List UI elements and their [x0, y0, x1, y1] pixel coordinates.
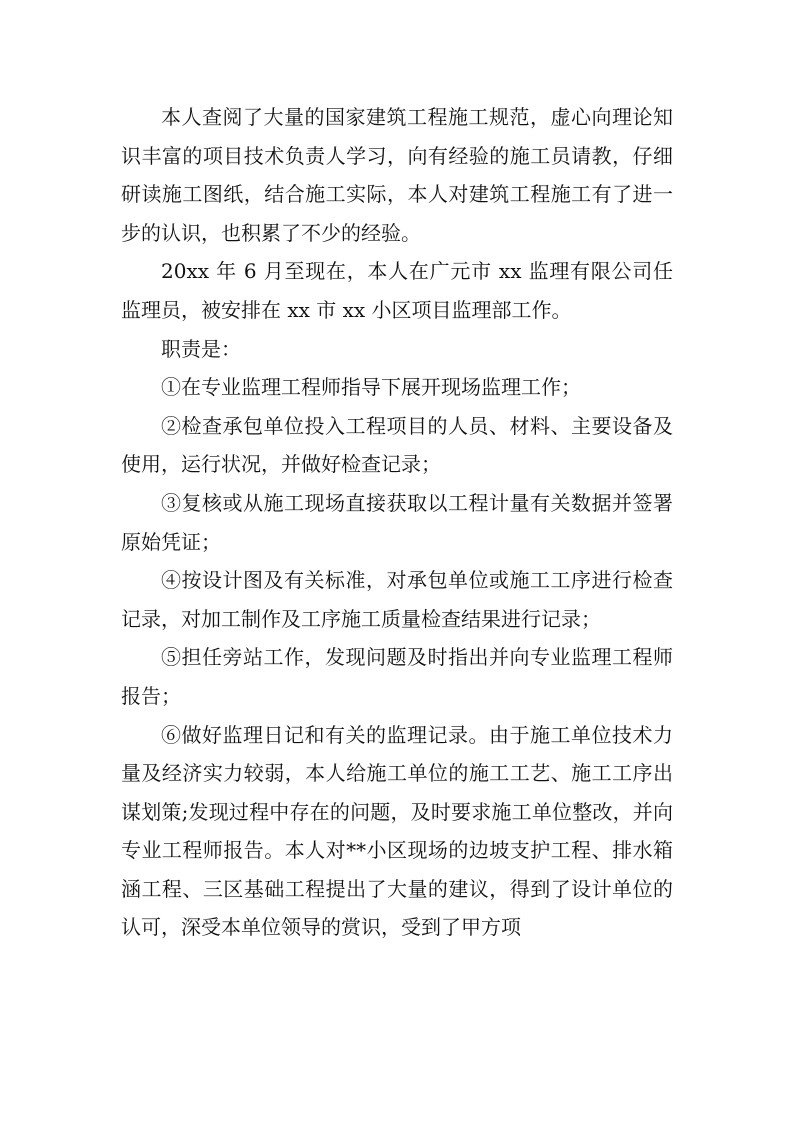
paragraph-duty-2: ②检查承包单位投入工程项目的人员、材料、主要设备及使用，运行状况，并做好检查记录；: [121, 413, 673, 477]
paragraph-employment: 20xx 年 6 月至现在，本人在广元市 xx 监理有限公司任监理员，被安排在 xx 市 xx 小区项目监理部工作。: [121, 259, 673, 322]
paragraph-duty-6: ⑥做好监理日记和有关的监理记录。由于施工单位技术力量及经济实力较弱，本人给施工单位的施工工艺、施工工序出谋划策;发现过程中存在的问题，及时要求施工单位整改，并向专业工程师报告。本人对**小区现场的边坡支护工程、排水箱涵工程、三区基础工程提出了大量的建议，得到了设计单位的认可，深受本单位领导的赏识，受到了甲方项: [121, 722, 673, 940]
document-body: [121, 98, 673, 947]
paragraph-duty-1: ①在专业监理工程师指导下展开现场监理工作；: [161, 375, 581, 400]
paragraph-duty-4: ④按设计图及有关标准，对承包单位或施工工序进行检查记录，对加工制作及工序施工质量检查结果进行记录；: [121, 568, 673, 631]
paragraph-duties-heading: 职责是：: [161, 336, 241, 361]
paragraph-intro: 本人查阅了大量的国家建筑工程施工规范，虚心向理论知识丰富的项目技术负责人学习，向有经验的施工员请教，仔细研读施工图纸，结合施工实际，本人对建筑工程施工有了进一步的认识，也积累了不少的经验。: [121, 105, 673, 245]
paragraph-duty-5: ⑤担任旁站工作，发现问题及时指出并向专业监理工程师报告；: [121, 645, 673, 708]
paragraph-duty-3: ③复核或从施工现场直接获取以工程计量有关数据并签署原始凭证；: [121, 490, 673, 554]
